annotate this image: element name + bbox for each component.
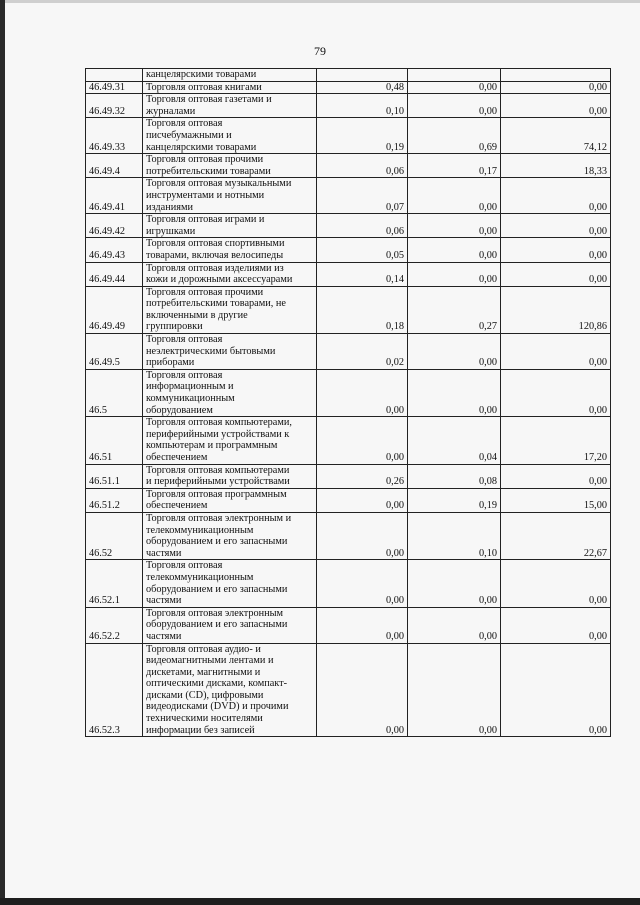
value-3-cell: 74,12 <box>501 118 611 154</box>
name-text: Торговля оптовая писчебумажными и канцелярскими товарами <box>146 118 257 153</box>
value-1-cell: 0,48 <box>317 81 408 94</box>
name-cell <box>143 214 317 238</box>
code-cell <box>86 69 143 82</box>
value-3-cell: 0,00 <box>501 81 611 94</box>
table-row <box>86 607 611 643</box>
name-cell <box>143 334 317 370</box>
code-cell: 46.51.2 <box>86 488 143 512</box>
activity-table <box>85 68 611 737</box>
code-cell: 46.52 <box>86 512 143 559</box>
name-cell <box>143 643 317 737</box>
value-3-cell <box>501 69 611 82</box>
value-2-cell: 0,00 <box>408 643 501 737</box>
value-3-cell: 0,00 <box>501 464 611 488</box>
value-2-cell: 0,00 <box>408 238 501 262</box>
value-2-cell <box>408 69 501 82</box>
value-2-cell: 0,00 <box>408 262 501 286</box>
table-row <box>86 262 611 286</box>
table-row <box>86 488 611 512</box>
value-1-cell: 0,00 <box>317 643 408 737</box>
name-cell <box>143 178 317 214</box>
name-text: Торговля оптовая музыкальными инструментами и нотными изданиями <box>146 178 292 213</box>
scan-bottom-edge <box>0 898 640 905</box>
table-row <box>86 286 611 333</box>
value-3-cell: 0,00 <box>501 607 611 643</box>
table-row <box>86 69 611 82</box>
name-text: Торговля оптовая спортивными товарами, включая велосипеды <box>146 238 285 261</box>
table-row <box>86 214 611 238</box>
scan-left-edge <box>0 0 5 905</box>
value-1-cell: 0,05 <box>317 238 408 262</box>
name-text: Торговля оптовая прочими потребительскими товарами <box>146 154 271 177</box>
name-text: Торговля оптовая информационным и коммуникационным оборудованием <box>146 369 235 416</box>
table-row <box>86 464 611 488</box>
value-1-cell: 0,00 <box>317 417 408 464</box>
value-3-cell: 18,33 <box>501 154 611 178</box>
code-cell: 46.52.1 <box>86 560 143 607</box>
value-1-cell: 0,06 <box>317 154 408 178</box>
table-row <box>86 238 611 262</box>
name-cell <box>143 81 317 94</box>
code-cell: 46.51.1 <box>86 464 143 488</box>
name-text: Торговля оптовая телекоммуникационным оборудованием и его запасными частями <box>146 560 288 607</box>
name-cell <box>143 464 317 488</box>
name-cell <box>143 512 317 559</box>
name-cell <box>143 118 317 154</box>
value-1-cell: 0,07 <box>317 178 408 214</box>
value-2-cell: 0,00 <box>408 560 501 607</box>
name-cell <box>143 262 317 286</box>
name-text: Торговля оптовая компьютерами, периферийными устройствами к компьютерам и программным обеспечением <box>146 417 292 463</box>
name-text: Торговля оптовая неэлектрическими бытовыми приборами <box>146 334 276 369</box>
code-cell: 46.49.49 <box>86 286 143 333</box>
value-2-cell: 0,04 <box>408 417 501 464</box>
value-1-cell: 0,00 <box>317 607 408 643</box>
table-row <box>86 154 611 178</box>
table-row <box>86 643 611 737</box>
code-cell: 46.49.5 <box>86 334 143 370</box>
code-cell: 46.51 <box>86 417 143 464</box>
value-2-cell: 0,00 <box>408 607 501 643</box>
name-text: канцелярскими товарами <box>146 69 257 80</box>
value-2-cell: 0,69 <box>408 118 501 154</box>
table-row <box>86 178 611 214</box>
value-2-cell: 0,08 <box>408 464 501 488</box>
value-1-cell: 0,00 <box>317 560 408 607</box>
value-3-cell: 0,00 <box>501 238 611 262</box>
value-1-cell: 0,06 <box>317 214 408 238</box>
name-text: Торговля оптовая электронным оборудованием и его запасными частями <box>146 607 288 642</box>
name-text: Торговля оптовая играми и игрушками <box>146 214 265 237</box>
name-text: Торговля оптовая компьютерами и периферийными устройствами <box>146 464 290 488</box>
table-row <box>86 81 611 94</box>
value-3-cell: 22,67 <box>501 512 611 559</box>
value-3-cell: 0,00 <box>501 369 611 416</box>
name-cell <box>143 69 317 82</box>
code-cell: 46.49.41 <box>86 178 143 214</box>
value-2-cell: 0,00 <box>408 94 501 118</box>
value-2-cell: 0,27 <box>408 286 501 333</box>
table-row <box>86 560 611 607</box>
value-1-cell: 0,14 <box>317 262 408 286</box>
code-cell: 46.49.43 <box>86 238 143 262</box>
name-cell <box>143 488 317 512</box>
value-2-cell: 0,00 <box>408 178 501 214</box>
value-1-cell: 0,02 <box>317 334 408 370</box>
value-1-cell: 0,00 <box>317 488 408 512</box>
code-cell: 46.49.32 <box>86 94 143 118</box>
value-2-cell: 0,00 <box>408 369 501 416</box>
name-text: Торговля оптовая программным обеспечением <box>146 488 287 512</box>
value-3-cell: 17,20 <box>501 417 611 464</box>
name-cell <box>143 154 317 178</box>
value-2-cell: 0,00 <box>408 334 501 370</box>
name-cell <box>143 560 317 607</box>
table-body <box>86 69 611 737</box>
name-cell <box>143 369 317 416</box>
value-3-cell: 0,00 <box>501 94 611 118</box>
scan-top-edge <box>0 0 640 3</box>
table-row <box>86 118 611 154</box>
value-1-cell: 0,00 <box>317 369 408 416</box>
value-3-cell: 15,00 <box>501 488 611 512</box>
name-cell <box>143 417 317 464</box>
code-cell: 46.52.3 <box>86 643 143 737</box>
value-1-cell: 0,19 <box>317 118 408 154</box>
value-1-cell: 0,18 <box>317 286 408 333</box>
name-text: Торговля оптовая электронным и телекоммуникационным оборудованием и его запасными частями <box>146 512 292 559</box>
value-2-cell: 0,00 <box>408 81 501 94</box>
code-cell: 46.49.31 <box>86 81 143 94</box>
name-text: Торговля оптовая газетами и журналами <box>146 94 272 117</box>
name-cell <box>143 94 317 118</box>
code-cell: 46.52.2 <box>86 607 143 643</box>
name-cell <box>143 286 317 333</box>
value-1-cell: 0,10 <box>317 94 408 118</box>
code-cell: 46.5 <box>86 369 143 416</box>
value-1-cell <box>317 69 408 82</box>
value-3-cell: 0,00 <box>501 334 611 370</box>
value-1-cell: 0,00 <box>317 512 408 559</box>
table-row <box>86 369 611 416</box>
name-cell <box>143 238 317 262</box>
value-3-cell: 0,00 <box>501 643 611 737</box>
table-row <box>86 512 611 559</box>
code-cell: 46.49.33 <box>86 118 143 154</box>
name-text: Торговля оптовая книгами <box>146 81 262 93</box>
code-cell: 46.49.4 <box>86 154 143 178</box>
table-row <box>86 94 611 118</box>
value-3-cell: 0,00 <box>501 262 611 286</box>
value-1-cell: 0,26 <box>317 464 408 488</box>
value-2-cell: 0,19 <box>408 488 501 512</box>
table-row <box>86 417 611 464</box>
value-2-cell: 0,10 <box>408 512 501 559</box>
value-3-cell: 120,86 <box>501 286 611 333</box>
value-3-cell: 0,00 <box>501 560 611 607</box>
name-cell <box>143 607 317 643</box>
value-2-cell: 0,00 <box>408 214 501 238</box>
name-text: Торговля оптовая изделиями из кожи и дорожными аксессуарами <box>146 262 293 286</box>
name-text: Торговля оптовая прочими потребительскими товарами, не включенными в другие группировки <box>146 286 286 333</box>
table-row <box>86 334 611 370</box>
value-3-cell: 0,00 <box>501 214 611 238</box>
value-3-cell: 0,00 <box>501 178 611 214</box>
page-number: 79 <box>314 44 326 58</box>
value-2-cell: 0,17 <box>408 154 501 178</box>
name-text: Торговля оптовая аудио- и видеомагнитными лентами и дискетами, магнитными и оптическими дисками, компакт- дисками (CD), цифровыми видеодисками (DVD) и прочими техническими носителями информации без записей <box>146 643 289 736</box>
code-cell: 46.49.44 <box>86 262 143 286</box>
code-cell: 46.49.42 <box>86 214 143 238</box>
